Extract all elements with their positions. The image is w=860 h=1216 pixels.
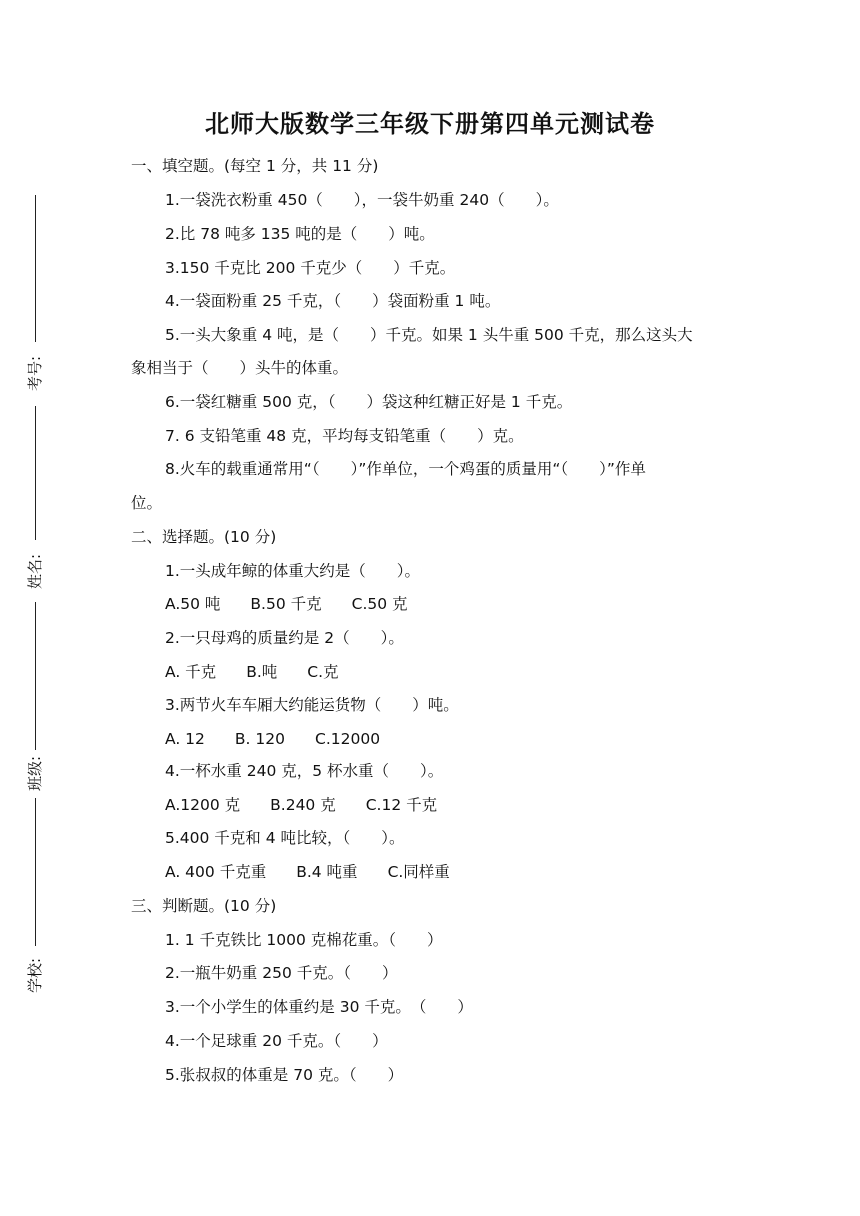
option-c: C.12000 — [315, 730, 381, 748]
binding-line — [35, 195, 36, 342]
choice-question-3: 3.两节火车车厢大约能运货物（ ）吨。 — [165, 696, 459, 714]
fill-question-8-continued: 位。 — [131, 494, 163, 512]
fill-question-8: 8.火车的载重通常用“（ ）”作单位，一个鸡蛋的质量用“（ ）”作单 — [165, 460, 646, 478]
fill-question-2: 2.比 78 吨多 135 吨的是（ ）吨。 — [165, 225, 435, 243]
fill-question-4: 4.一袋面粉重 25 千克，（ ）袋面粉重 1 吨。 — [165, 292, 501, 310]
option-b: B.240 克 — [270, 796, 336, 814]
fill-question-5-continued: 象相当于（ ）头牛的体重。 — [131, 359, 349, 377]
judge-question-3: 3.一个小学生的体重约是 30 千克。 （ ） — [165, 998, 473, 1016]
fill-question-6: 6.一袋红糖重 500 克，（ ）袋这种红糖正好是 1 千克。 — [165, 393, 573, 411]
choice-options-5 — [165, 862, 480, 882]
section-heading-true-false: 三、判断题。(10 分) — [131, 897, 277, 915]
section-heading-multiple-choice: 二、选择题。(10 分) — [131, 528, 277, 546]
binding-margin — [0, 0, 70, 1216]
fill-question-7: 7. 6 支铅笔重 48 克，平均每支铅笔重（ ）克。 — [165, 427, 524, 445]
option-b: B.4 吨重 — [296, 863, 358, 881]
option-c: C.50 克 — [351, 595, 408, 613]
exam-title: 北师大版数学三年级下册第四单元测试卷 — [205, 110, 655, 138]
exam-number-label: 考号: — [26, 355, 45, 391]
option-b: B.吨 — [246, 663, 278, 681]
class-label: 班级: — [26, 755, 45, 791]
choice-options-3 — [165, 729, 410, 749]
section-heading-fill-in: 一、填空题。(每空 1 分，共 11 分) — [131, 157, 379, 175]
choice-options-4 — [165, 795, 467, 815]
option-c: C.同样重 — [387, 863, 450, 881]
choice-options-1 — [165, 594, 438, 614]
fill-question-1: 1.一袋洗衣粉重 450（ ），一袋牛奶重 240（ ）。 — [165, 191, 559, 209]
choice-question-4: 4.一杯水重 240 克，5 杯水重（ ）。 — [165, 762, 444, 780]
binding-line — [35, 602, 36, 750]
choice-options-2 — [165, 662, 369, 682]
option-a: A.50 吨 — [165, 595, 221, 613]
choice-question-2: 2.一只母鸡的质量约是 2（ ）。 — [165, 629, 404, 647]
fill-question-3: 3.150 千克比 200 千克少（ ）千克。 — [165, 259, 456, 277]
binding-line — [35, 798, 36, 946]
binding-line — [35, 406, 36, 540]
judge-question-4: 4.一个足球重 20 千克。（ ） — [165, 1032, 388, 1050]
judge-question-5: 5.张叔叔的体重是 70 克。（ ） — [165, 1066, 404, 1084]
name-label: 姓名: — [26, 553, 45, 589]
choice-question-5: 5.400 千克和 4 吨比较，（ ）。 — [165, 829, 405, 847]
choice-question-1: 1.一头成年鲸的体重大约是（ ）。 — [165, 562, 421, 580]
option-a: A.1200 克 — [165, 796, 241, 814]
option-a: A. 12 — [165, 730, 205, 748]
option-b: B.50 千克 — [250, 595, 322, 613]
option-c: C.12 千克 — [365, 796, 438, 814]
option-c: C.克 — [307, 663, 339, 681]
fill-question-5: 5.一头大象重 4 吨，是（ ）千克。如果 1 头牛重 500 千克，那么这头大 — [165, 326, 693, 344]
option-b: B. 120 — [234, 730, 285, 748]
judge-question-1: 1. 1 千克铁比 1000 克棉花重。（ ） — [165, 931, 443, 949]
judge-question-2: 2.一瓶牛奶重 250 千克。（ ） — [165, 964, 398, 982]
school-label: 学校: — [26, 957, 45, 993]
option-a: A. 400 千克重 — [165, 863, 267, 881]
option-a: A. 千克 — [165, 663, 217, 681]
